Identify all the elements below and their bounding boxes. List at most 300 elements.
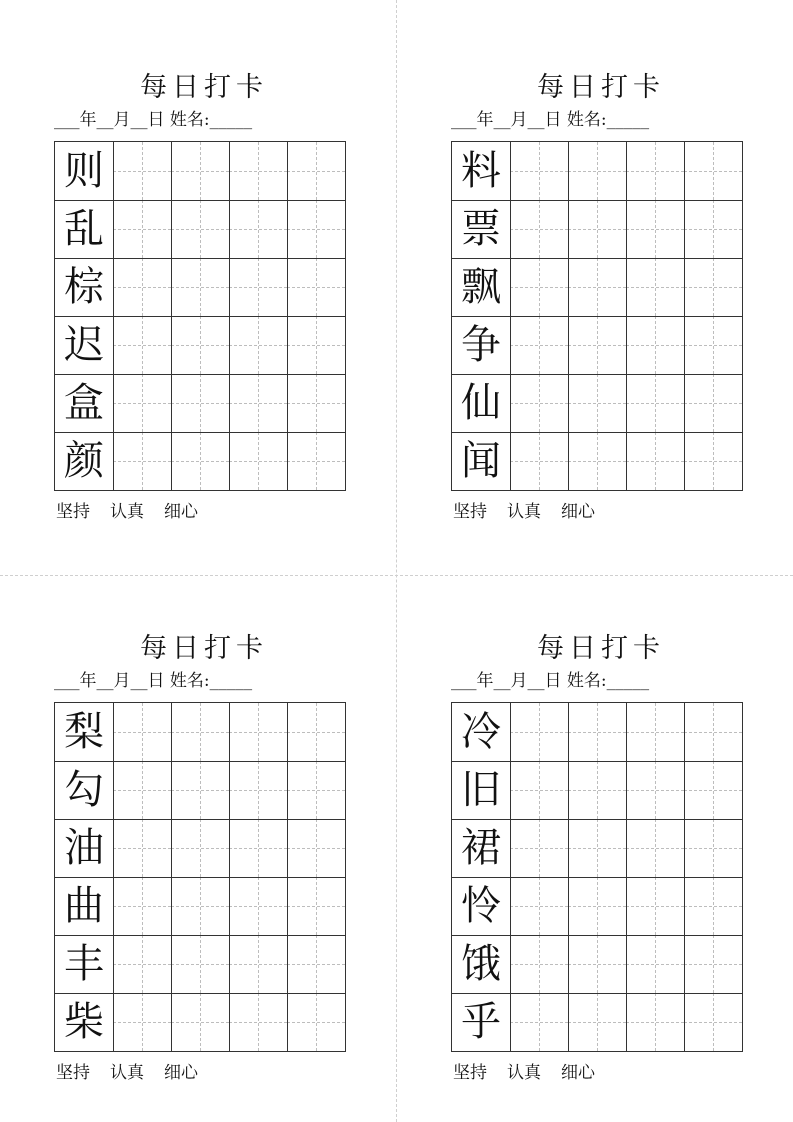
practice-cell[interactable] <box>171 142 229 200</box>
model-character-cell <box>55 935 113 993</box>
grid-column-divider <box>568 142 569 490</box>
motto-word: 细心 <box>561 502 595 522</box>
practice-cell[interactable] <box>510 432 568 490</box>
practice-cell[interactable] <box>229 200 287 258</box>
date-name-line: ___年__月__日 姓名:_____ <box>54 110 253 130</box>
model-character: 丰 <box>64 941 104 987</box>
grid-column-divider <box>568 703 569 1051</box>
motto-word: 认真 <box>507 1063 541 1083</box>
model-character: 料 <box>461 148 501 194</box>
model-character: 怜 <box>461 883 501 929</box>
practice-cell[interactable] <box>287 432 345 490</box>
practice-cell[interactable] <box>510 935 568 993</box>
guide-line-vertical <box>539 200 540 258</box>
practice-cell[interactable] <box>568 316 626 374</box>
guide-line-vertical <box>539 993 540 1051</box>
guide-line-vertical <box>258 993 259 1051</box>
practice-card <box>54 0 354 522</box>
practice-cell[interactable] <box>626 316 684 374</box>
practice-cell[interactable] <box>510 258 568 316</box>
guide-line-vertical <box>539 374 540 432</box>
model-character: 飘 <box>461 264 501 310</box>
model-character-cell <box>55 819 113 877</box>
practice-cell[interactable] <box>568 258 626 316</box>
motto-line <box>56 1061 218 1085</box>
guide-line-vertical <box>597 142 598 200</box>
model-character-cell <box>55 374 113 432</box>
practice-cell[interactable] <box>568 200 626 258</box>
practice-card <box>54 561 354 1083</box>
guide-line-vertical <box>200 258 201 316</box>
grid-column-divider <box>113 142 114 490</box>
grid-row-divider <box>55 316 345 317</box>
guide-line-vertical <box>655 316 656 374</box>
guide-line-vertical <box>539 432 540 490</box>
grid-column-divider <box>287 142 288 490</box>
practice-cell[interactable] <box>510 142 568 200</box>
guide-line-vertical <box>539 703 540 761</box>
practice-cell[interactable] <box>510 993 568 1051</box>
practice-cell[interactable] <box>113 703 171 761</box>
guide-line-vertical <box>258 935 259 993</box>
model-character-cell <box>452 761 510 819</box>
tian-zi-grid <box>54 702 346 1052</box>
model-character-cell <box>55 432 113 490</box>
tian-zi-grid <box>451 702 743 1052</box>
guide-line-vertical <box>200 200 201 258</box>
grid-row-divider <box>55 877 345 878</box>
practice-cell[interactable] <box>684 819 742 877</box>
grid-column-divider <box>229 142 230 490</box>
grid-row <box>452 142 742 200</box>
practice-cell[interactable] <box>171 819 229 877</box>
practice-cell[interactable] <box>229 374 287 432</box>
guide-line-vertical <box>597 819 598 877</box>
guide-line-vertical <box>597 316 598 374</box>
practice-cell[interactable] <box>568 993 626 1051</box>
practice-cell[interactable] <box>287 935 345 993</box>
grid-column-divider <box>510 142 511 490</box>
grid-row-divider <box>55 935 345 936</box>
practice-cell[interactable] <box>113 258 171 316</box>
grid-row <box>55 819 345 877</box>
grid-row <box>55 761 345 819</box>
grid-row <box>452 935 742 993</box>
guide-line-vertical <box>539 819 540 877</box>
practice-cell[interactable] <box>684 993 742 1051</box>
practice-cell[interactable] <box>229 316 287 374</box>
card-title: 每日打卡 <box>537 633 665 664</box>
practice-cell[interactable] <box>684 200 742 258</box>
vertical-cut-line <box>396 0 397 1122</box>
model-character-cell <box>452 142 510 200</box>
model-character-cell <box>452 819 510 877</box>
guide-line-vertical <box>142 761 143 819</box>
guide-line-vertical <box>316 761 317 819</box>
practice-cell[interactable] <box>171 432 229 490</box>
grid-column-divider <box>113 703 114 1051</box>
guide-line-vertical <box>713 432 714 490</box>
practice-cell[interactable] <box>113 819 171 877</box>
guide-line-vertical <box>713 761 714 819</box>
motto-line <box>453 500 615 524</box>
grid-row-divider <box>55 819 345 820</box>
guide-line-vertical <box>142 374 143 432</box>
practice-cell[interactable] <box>510 819 568 877</box>
practice-cell[interactable] <box>113 374 171 432</box>
guide-line-vertical <box>713 200 714 258</box>
guide-line-vertical <box>655 935 656 993</box>
practice-cell[interactable] <box>684 374 742 432</box>
guide-line-vertical <box>316 142 317 200</box>
guide-line-vertical <box>258 432 259 490</box>
guide-line-vertical <box>316 316 317 374</box>
practice-cell[interactable] <box>113 200 171 258</box>
motto-word: 认真 <box>110 502 144 522</box>
grid-row-divider <box>452 258 742 259</box>
grid-row <box>452 993 742 1051</box>
grid-column-divider <box>684 142 685 490</box>
practice-cell[interactable] <box>229 761 287 819</box>
guide-line-vertical <box>258 374 259 432</box>
grid-row-divider <box>55 432 345 433</box>
motto-word: 坚持 <box>56 1063 90 1083</box>
model-character-cell <box>452 316 510 374</box>
guide-line-vertical <box>539 935 540 993</box>
practice-cell[interactable] <box>684 877 742 935</box>
guide-line-vertical <box>597 761 598 819</box>
practice-cell[interactable] <box>287 761 345 819</box>
practice-cell[interactable] <box>171 703 229 761</box>
grid-row <box>452 703 742 761</box>
guide-line-vertical <box>258 142 259 200</box>
guide-line-vertical <box>713 993 714 1051</box>
practice-cell[interactable] <box>113 316 171 374</box>
practice-cell[interactable] <box>568 432 626 490</box>
practice-cell[interactable] <box>626 703 684 761</box>
practice-cell[interactable] <box>287 993 345 1051</box>
grid-row-divider <box>55 258 345 259</box>
model-character: 争 <box>461 322 501 368</box>
guide-line-vertical <box>142 432 143 490</box>
practice-cell[interactable] <box>171 877 229 935</box>
practice-card <box>451 561 751 1083</box>
guide-line-vertical <box>200 142 201 200</box>
date-name-line: ___年__月__日 姓名:_____ <box>451 671 650 691</box>
practice-cell[interactable] <box>684 142 742 200</box>
grid-row-divider <box>452 877 742 878</box>
guide-line-vertical <box>539 142 540 200</box>
model-character-cell <box>55 142 113 200</box>
grid-column-divider <box>626 703 627 1051</box>
guide-line-vertical <box>200 935 201 993</box>
grid-column-divider <box>684 703 685 1051</box>
practice-cell[interactable] <box>684 935 742 993</box>
practice-cell[interactable] <box>510 877 568 935</box>
practice-cell[interactable] <box>510 374 568 432</box>
model-character: 盒 <box>64 380 104 426</box>
guide-line-vertical <box>713 316 714 374</box>
practice-cell[interactable] <box>626 142 684 200</box>
grid-column-divider <box>229 703 230 1051</box>
practice-cell[interactable] <box>171 761 229 819</box>
guide-line-vertical <box>200 432 201 490</box>
practice-cell[interactable] <box>626 200 684 258</box>
guide-line-vertical <box>597 877 598 935</box>
guide-line-vertical <box>713 935 714 993</box>
model-character: 闻 <box>461 438 501 484</box>
practice-cell[interactable] <box>171 200 229 258</box>
model-character: 则 <box>64 148 104 194</box>
practice-cell[interactable] <box>684 258 742 316</box>
guide-line-vertical <box>258 819 259 877</box>
grid-row-divider <box>452 432 742 433</box>
practice-cell[interactable] <box>568 877 626 935</box>
guide-line-vertical <box>655 258 656 316</box>
guide-line-vertical <box>316 993 317 1051</box>
practice-cell[interactable] <box>113 877 171 935</box>
practice-cell[interactable] <box>229 993 287 1051</box>
practice-cell[interactable] <box>113 761 171 819</box>
model-character-cell <box>452 993 510 1051</box>
guide-line-vertical <box>142 316 143 374</box>
motto-word: 细心 <box>561 1063 595 1083</box>
guide-line-vertical <box>142 703 143 761</box>
practice-cell[interactable] <box>229 935 287 993</box>
practice-cell[interactable] <box>568 761 626 819</box>
guide-line-vertical <box>316 200 317 258</box>
card-title: 每日打卡 <box>537 72 665 103</box>
model-character-cell <box>55 703 113 761</box>
practice-cell[interactable] <box>287 142 345 200</box>
practice-cell[interactable] <box>171 316 229 374</box>
practice-cell[interactable] <box>287 200 345 258</box>
practice-cell[interactable] <box>171 993 229 1051</box>
practice-cell[interactable] <box>684 761 742 819</box>
practice-cell[interactable] <box>287 374 345 432</box>
practice-cell[interactable] <box>113 993 171 1051</box>
practice-cell[interactable] <box>287 316 345 374</box>
model-character: 票 <box>461 206 501 252</box>
practice-cell[interactable] <box>684 703 742 761</box>
guide-line-vertical <box>655 877 656 935</box>
guide-line-vertical <box>316 703 317 761</box>
guide-line-vertical <box>597 935 598 993</box>
model-character-cell <box>55 993 113 1051</box>
grid-row <box>452 200 742 258</box>
guide-line-vertical <box>713 258 714 316</box>
guide-line-vertical <box>713 142 714 200</box>
model-character: 迟 <box>64 322 104 368</box>
guide-line-vertical <box>539 316 540 374</box>
guide-line-vertical <box>316 819 317 877</box>
grid-row <box>452 374 742 432</box>
guide-line-vertical <box>258 200 259 258</box>
grid-row <box>452 819 742 877</box>
grid-row <box>452 761 742 819</box>
practice-cell[interactable] <box>229 703 287 761</box>
model-character-cell <box>55 258 113 316</box>
guide-line-vertical <box>655 993 656 1051</box>
practice-cell[interactable] <box>229 819 287 877</box>
practice-cell[interactable] <box>287 258 345 316</box>
guide-line-vertical <box>142 935 143 993</box>
model-character: 柴 <box>64 999 104 1045</box>
grid-row-divider <box>452 935 742 936</box>
guide-line-vertical <box>597 200 598 258</box>
practice-cell[interactable] <box>626 993 684 1051</box>
guide-line-vertical <box>200 819 201 877</box>
model-character: 冷 <box>461 709 501 755</box>
practice-cell[interactable] <box>287 819 345 877</box>
grid-row-divider <box>55 761 345 762</box>
guide-line-vertical <box>316 374 317 432</box>
practice-cell[interactable] <box>229 877 287 935</box>
practice-cell[interactable] <box>626 258 684 316</box>
guide-line-vertical <box>258 316 259 374</box>
motto-line <box>56 500 218 524</box>
grid-row-divider <box>452 316 742 317</box>
grid-row-divider <box>55 993 345 994</box>
practice-cell[interactable] <box>287 877 345 935</box>
guide-line-vertical <box>597 374 598 432</box>
guide-line-vertical <box>142 993 143 1051</box>
grid-row-divider <box>55 200 345 201</box>
guide-line-vertical <box>539 761 540 819</box>
grid-row <box>55 993 345 1051</box>
grid-column-divider <box>626 142 627 490</box>
practice-cell[interactable] <box>568 935 626 993</box>
guide-line-vertical <box>200 993 201 1051</box>
model-character: 颜 <box>64 438 104 484</box>
practice-cell[interactable] <box>510 761 568 819</box>
practice-cell[interactable] <box>684 316 742 374</box>
grid-column-divider <box>287 703 288 1051</box>
guide-line-vertical <box>200 877 201 935</box>
grid-row <box>452 258 742 316</box>
guide-line-vertical <box>142 142 143 200</box>
practice-cell[interactable] <box>229 432 287 490</box>
practice-cell[interactable] <box>568 374 626 432</box>
guide-line-vertical <box>200 761 201 819</box>
grid-row <box>55 432 345 490</box>
guide-line-vertical <box>655 432 656 490</box>
card-title: 每日打卡 <box>140 72 268 103</box>
grid-column-divider <box>510 703 511 1051</box>
practice-cell[interactable] <box>626 877 684 935</box>
model-character: 饿 <box>461 941 501 987</box>
model-character: 裙 <box>461 825 501 871</box>
practice-cell[interactable] <box>171 258 229 316</box>
practice-cell[interactable] <box>113 935 171 993</box>
practice-cell[interactable] <box>626 819 684 877</box>
grid-row <box>55 258 345 316</box>
grid-row-divider <box>452 761 742 762</box>
guide-line-vertical <box>539 877 540 935</box>
practice-cell[interactable] <box>626 374 684 432</box>
grid-row <box>452 877 742 935</box>
practice-cell[interactable] <box>171 374 229 432</box>
motto-word: 坚持 <box>453 502 487 522</box>
model-character: 曲 <box>64 883 104 929</box>
motto-word: 认真 <box>110 1063 144 1083</box>
model-character: 梨 <box>64 709 104 755</box>
motto-word: 细心 <box>164 502 198 522</box>
model-character-cell <box>452 374 510 432</box>
practice-cell[interactable] <box>510 316 568 374</box>
practice-cell[interactable] <box>510 703 568 761</box>
guide-line-vertical <box>713 877 714 935</box>
model-character-cell <box>452 258 510 316</box>
practice-cell[interactable] <box>229 142 287 200</box>
practice-cell[interactable] <box>626 935 684 993</box>
model-character-cell <box>452 877 510 935</box>
practice-cell[interactable] <box>171 935 229 993</box>
tian-zi-grid <box>54 141 346 491</box>
guide-line-vertical <box>142 877 143 935</box>
practice-cell[interactable] <box>568 819 626 877</box>
card-title: 每日打卡 <box>140 633 268 664</box>
motto-word: 坚持 <box>453 1063 487 1083</box>
practice-cell[interactable] <box>568 703 626 761</box>
grid-row <box>452 432 742 490</box>
model-character: 仙 <box>461 380 501 426</box>
practice-cell[interactable] <box>287 703 345 761</box>
guide-line-vertical <box>655 142 656 200</box>
practice-cell[interactable] <box>510 200 568 258</box>
guide-line-vertical <box>258 877 259 935</box>
guide-line-vertical <box>597 993 598 1051</box>
motto-word: 认真 <box>507 502 541 522</box>
grid-row <box>55 316 345 374</box>
date-name-line: ___年__月__日 姓名:_____ <box>451 110 650 130</box>
model-character: 油 <box>64 825 104 871</box>
guide-line-vertical <box>200 703 201 761</box>
grid-row <box>452 316 742 374</box>
guide-line-vertical <box>655 703 656 761</box>
model-character: 棕 <box>64 264 104 310</box>
grid-row-divider <box>452 993 742 994</box>
practice-cell[interactable] <box>626 761 684 819</box>
date-name-line: ___年__月__日 姓名:_____ <box>54 671 253 691</box>
practice-cell[interactable] <box>229 258 287 316</box>
practice-cell[interactable] <box>626 432 684 490</box>
guide-line-vertical <box>316 877 317 935</box>
model-character-cell <box>55 200 113 258</box>
grid-row-divider <box>452 819 742 820</box>
practice-cell[interactable] <box>684 432 742 490</box>
model-character-cell <box>452 935 510 993</box>
guide-line-vertical <box>142 819 143 877</box>
model-character: 乱 <box>64 206 104 252</box>
practice-cell[interactable] <box>113 142 171 200</box>
grid-row-divider <box>452 200 742 201</box>
tian-zi-grid <box>451 141 743 491</box>
model-character-cell <box>452 200 510 258</box>
guide-line-vertical <box>258 761 259 819</box>
motto-word: 细心 <box>164 1063 198 1083</box>
model-character: 乎 <box>461 999 501 1045</box>
guide-line-vertical <box>597 258 598 316</box>
grid-row <box>55 935 345 993</box>
guide-line-vertical <box>597 432 598 490</box>
grid-column-divider <box>171 703 172 1051</box>
practice-cell[interactable] <box>113 432 171 490</box>
guide-line-vertical <box>597 703 598 761</box>
practice-cell[interactable] <box>568 142 626 200</box>
guide-line-vertical <box>200 374 201 432</box>
grid-row <box>55 877 345 935</box>
